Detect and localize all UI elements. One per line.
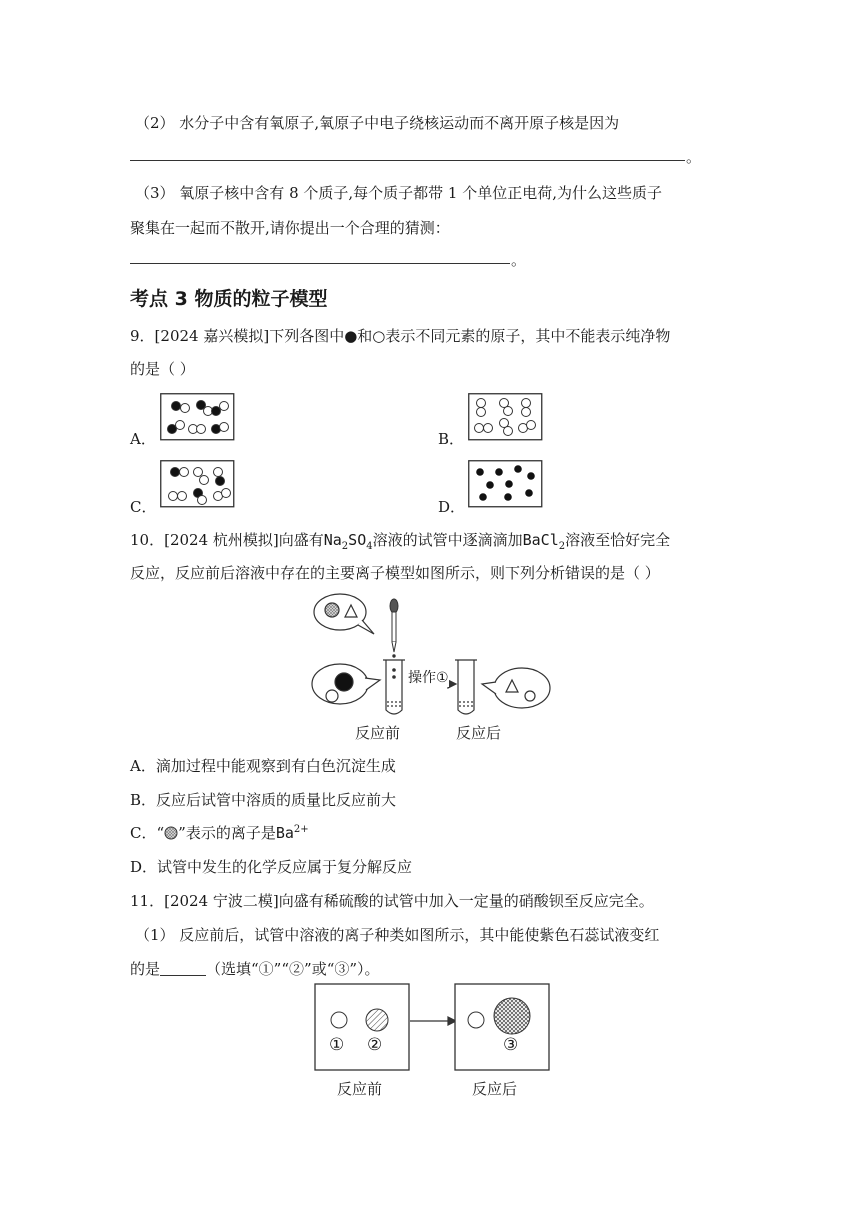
section-title: 考点 3 物质的粒子模型: [130, 288, 328, 310]
hatched-ion-icon: [164, 826, 178, 840]
q10-option-c[interactable]: C．“ ”表示的离子是$Ba^{2+}$: [130, 824, 309, 842]
q9-option-c-label[interactable]: C．: [130, 498, 157, 516]
q10-option-d[interactable]: D．试管中发生的化学反应属于复分解反应: [130, 858, 413, 876]
q11-ion-label-1: ①: [329, 1035, 345, 1055]
q10-stem-2: 反应，反应前后溶液中存在的主要离子模型如图所示，则下列分析错误的是（ ）: [130, 564, 660, 582]
q10-ion-model-figure: [310, 592, 560, 722]
q8-part3-period: 。: [511, 251, 527, 269]
q9-option-a-figure: [160, 393, 235, 441]
q10-operation-label: 操作①: [408, 667, 449, 687]
q9-option-d-label[interactable]: D．: [438, 498, 466, 516]
q11-after-caption: 反应后: [472, 1080, 518, 1098]
q11-part1-text-2: 的是 （选填“①”“②”或“③”）。: [130, 960, 380, 978]
q11-part1-answer-blank[interactable]: [160, 961, 206, 976]
q8-part3-text-1: （3） 氧原子核中含有 8 个质子,每个质子都带 1 个单位正电荷,为什么这些质子: [135, 184, 663, 202]
q8-part2-answer-blank[interactable]: [130, 160, 685, 161]
q9-option-b-figure: [468, 393, 543, 441]
q9-stem-2: 的是（ ）: [130, 360, 195, 378]
q11-before-caption: 反应前: [337, 1080, 383, 1098]
q10-stem-1: 10．[2024 杭州模拟]向盛有$Na_2SO_4$溶液的试管中逐滴滴加BaCl$_2$溶液至恰好完全: [130, 531, 671, 552]
q9-option-c-figure: [160, 460, 235, 508]
q10-dropper-icon: [390, 599, 398, 657]
q8-part3-answer-blank[interactable]: [130, 263, 510, 264]
q10-option-a[interactable]: A．滴加过程中能观察到有白色沉淀生成: [130, 757, 396, 775]
q10-after-bubble: [482, 668, 550, 708]
q10-dropper-bubble: [314, 594, 374, 634]
q11-before-box: [315, 984, 409, 1070]
q9-stem-1: 9．[2024 嘉兴模拟]下列各图中●和○表示不同元素的原子，其中不能表示纯净物: [130, 327, 671, 345]
q10-after-test-tube: [455, 660, 477, 714]
q10-before-test-tube: [383, 660, 405, 714]
q11-ion-label-2: ②: [367, 1035, 383, 1055]
q11-ion-label-3: ③: [503, 1035, 519, 1055]
q11-ion-figure: [314, 983, 550, 1073]
q10-before-bubble: [312, 664, 380, 704]
q8-part2-period: 。: [686, 148, 702, 166]
q9-option-b-label[interactable]: B．: [438, 430, 465, 448]
q8-part2-text: （2） 水分子中含有氧原子,氧原子中电子绕核运动而不离开原子核是因为: [135, 114, 620, 132]
q11-stem: 11．[2024 宁波二模]向盛有稀硫酸的试管中加入一定量的硝酸钡至反应完全。: [130, 892, 654, 910]
q9-option-d-figure: [468, 460, 543, 508]
q10-after-caption: 反应后: [456, 724, 502, 742]
q11-part1-text-1: （1） 反应前后，试管中溶液的离子种类如图所示，其中能使紫色石蕊试液变红: [135, 926, 660, 944]
q8-part3-text-2: 聚集在一起而不散开,请你提出一个合理的猜测：: [130, 219, 450, 237]
q9-option-a-label[interactable]: A．: [130, 430, 156, 448]
q10-before-caption: 反应前: [355, 724, 401, 742]
q10-option-b[interactable]: B．反应后试管中溶质的质量比反应前大: [130, 791, 397, 809]
